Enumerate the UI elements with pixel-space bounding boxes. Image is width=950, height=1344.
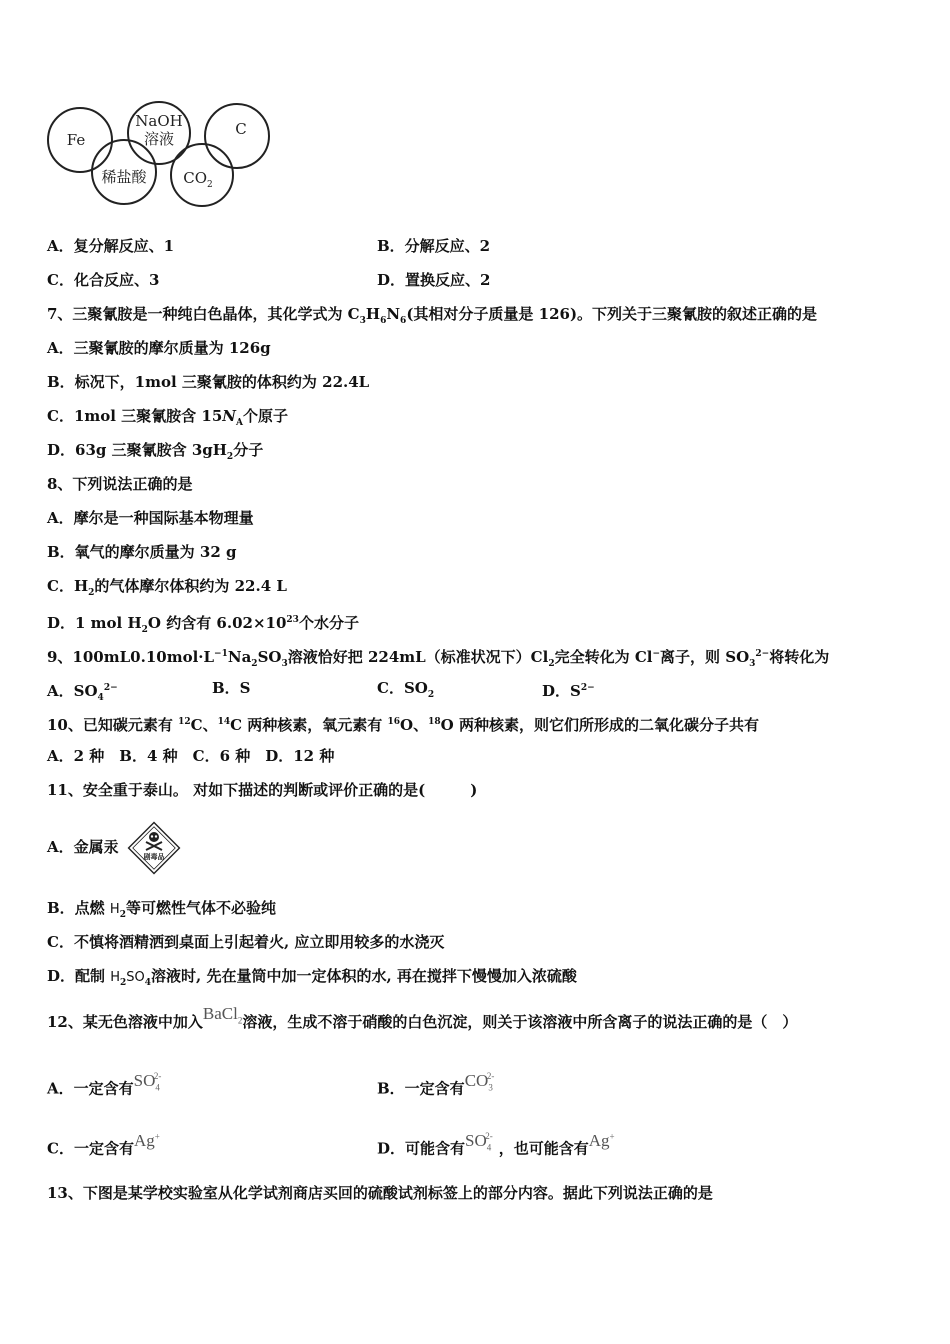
q7-option-c: C．1mol 三聚氰胺含 $15N_A$个原子 (47, 407, 288, 428)
reaction-circles-diagram (44, 100, 276, 208)
q6-option-c: C．化合反应、3 (47, 271, 160, 289)
label-naoh-solution: 溶液 (143, 130, 175, 148)
q8-option-c: C．$H_2$的气体摩尔体积约为 22.4 L (47, 577, 287, 598)
label-naoh: NaOH (135, 112, 183, 130)
toxic-hazard-icon (124, 818, 184, 878)
q7-option-a: A．三聚氰胺的摩尔质量为 126g (47, 339, 271, 357)
q7-option-d: D．63g 三聚氰胺含 $3gH_2$分子 (47, 441, 264, 462)
label-co2: $CO_2$ (183, 169, 213, 190)
q6-option-d: D．置换反应、2 (377, 271, 491, 289)
q8-option-d: D．1 mol $H_2O$ 约含有 $6.02\times 10^{23}$个水分子 (47, 614, 359, 635)
q9-option-d: D．$S^{2-}$ (542, 682, 595, 700)
label-hcl: 稀盐酸 (101, 168, 147, 186)
q10-options: A．2 种 B．4 种 C．6 种 D．12 种 (47, 747, 335, 765)
q13-stem: 13、下图是某学校实验室从化学试剂商店买回的硫酸试剂标签上的部分内容。据此下列说法正确的是 (47, 1184, 713, 1202)
q8-stem: 8、下列说法正确的是 (47, 475, 193, 493)
q9-option-c: C．$SO_2$ (377, 679, 435, 700)
q7-stem: 7、三聚氰胺是一种纯白色晶体，其化学式为 $C_3H_6N_6$(其相对分子质量是 126)。下列关于三聚氰胺的叙述正确的是 (47, 305, 818, 326)
q12-stem: 12、某无色溶液中加入BaCl$_2$溶液，生成不溶于硝酸的白色沉淀，则关于该溶液中所含离子的说法正确的是（ ） (47, 1004, 798, 1031)
q11-option-d: D．配制 $H_2SO_4$溶液时, 先在量筒中加一定体积的水, 再在搅拌下慢慢加入浓硫酸 (47, 967, 577, 988)
q6-option-b: B．分解反应、2 (377, 237, 491, 255)
q9-option-b: B．S (212, 679, 251, 697)
q10-stem: 10、已知碳元素有 $^{12}$C、$^{14}$C 两种核素，氧元素有 $^{16}$O、$^{18}$O 两种核素，则它们所形成的二氧化碳分子共有 (47, 716, 759, 734)
q9-option-a: A．$SO_4^{2-}$ (47, 682, 118, 703)
q11-option-c: C．不慎将酒精洒到桌面上引起着火, 应立即用较多的水浇灭 (47, 933, 445, 951)
q11-option-b: B．点燃 $H_2$等可燃性气体不必验纯 (47, 899, 276, 920)
q12-option-a: A．一定含有$SO_4^{2-}$ (47, 1070, 162, 1098)
q11-stem: 11、安全重于泰山。 对如下描述的判断或评价正确的是( ) (47, 781, 478, 799)
q11-option-a: A．金属汞 剧毒品 (47, 818, 184, 878)
label-fe: Fe (66, 131, 86, 149)
q8-option-a: A．摩尔是一种国际基本物理量 (47, 509, 254, 527)
svg-text:剧毒品: 剧毒品 (143, 853, 165, 861)
q6-option-a: A．复分解反应、1 (47, 237, 175, 255)
q7-option-b: B．标况下，1mol 三聚氰胺的体积约为 22.4L (47, 373, 370, 391)
q8-option-b: B．氧气的摩尔质量为 32 g (47, 543, 237, 561)
q12-option-b: B．一定含有$CO_3^{2-}$ (377, 1070, 495, 1098)
label-c: C (235, 120, 247, 138)
q12-option-c: C．一定含有Ag+ (47, 1130, 160, 1158)
q12-option-d: D．可能含有$SO_4^{2-}$，也可能含有Ag+ (377, 1130, 615, 1158)
q9-stem: 9、$100mL0.10mol\cdot L^{-1}Na_2SO_3$溶液恰好把 224mL（标准状况下）$Cl_2$完全转化为 Cl−离子，则 $SO_3^{2-}$将转化为 (47, 648, 830, 669)
